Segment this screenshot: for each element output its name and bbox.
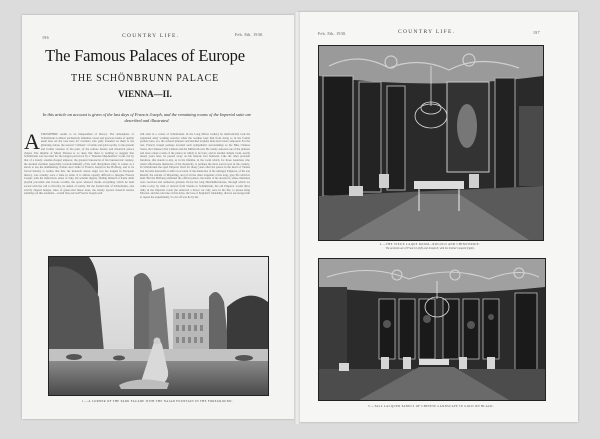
binding-gutter (294, 12, 300, 424)
article-headline: The Famous Palaces of Europe (45, 46, 245, 65)
left-page-date: Feb. 8th, 1930. (235, 32, 264, 37)
vieux-laque-room-image (319, 46, 543, 240)
figure-2-subcaption: The portraits are of Francis I (left) and Joseph II, with his brother Leopold (right). (385, 247, 475, 250)
body-column-2-text: still exist in a corner of Schönbrunn. In the Long Mirror Gallery he methodically took his stipulated daily walking exercise when the weather kept him from doing so in the formal garden; here, too, the ordered pilasters and hatched trophies must have been composed. For the rest, Francis Joseph perhaps avoided such sympathetic surroundings as the Blue Chinese Salon, the Chinese Oval Cabinet and the Million Room. He wisely selected one of the plainest and least ornate rooms of the palace in which to be born, and in another simple room, nearly ninety years later, he passed away on his famous iron bedstead. Like the other personal furniture, this stands to-day, as in his lifetime, in the room which, for those Austrians who retain affectionate memories of the monarchy, is perhaps the most sacred spot in the country. In Schönbrunn the aged Emperor lived for many years after his palace in the heart of Vienna had become detestable to him on account of the memories of his unhappy Empress, of his son Rudolf, the suicide of Mayerling, and of all the other tragedies of his long, grey life which it held. But the Hofburg remained the official palace, the home of his ancestors, where ministers were received and audiences granted. Down the long Mariahilferstrasse, through which we come to-day by tram or taxicab from Vienna to Schönbrunn, the old Emperor would drive daily in the Imperial coach (he removed a motor car only once in his life, to please King Edward, and the outcome of that drive, the loss of England's friendship, did not encourage him to repeat the experiment). So cut off was he by the (140, 133, 250, 199)
left-running-title: COUNTRY LIFE. (122, 33, 180, 39)
right-page-date: Feb. 8th, 1930. (318, 31, 347, 36)
right-page-number: 197 (533, 30, 540, 35)
photo-vieux-laque-room (318, 45, 544, 241)
figure-1-caption: 1.—A CORNER OF THE PARK FACADE WITH THE NAIAD FOUNTAIN IN THE FOREGROUND. (82, 399, 233, 403)
figure-3-caption: 3.—TALL LACQUER PANELS OF CHINESE LANDSCAPE IN GOLD ON BLACK. (367, 404, 494, 408)
left-page-number: 196 (42, 35, 49, 40)
park-facade-image (49, 257, 268, 395)
photo-lacquer-panels (318, 258, 546, 401)
article-subheadline: THE SCHÖNBRUNN PALACE (70, 73, 220, 84)
right-running-title: COUNTRY LIFE. (398, 29, 456, 35)
body-column-1-text: TMOSPHERE seems to be independent of history. The atmosphere of Schönbrunn is almost exclusively feminine. Great and gracious ladies of quality seem here set the tone here for cavaliers who gaily attended on them to the glittering salons, the several "cabinets" of white and gold royalty, to the present and formal avenues of the park, of the remote theatre and theatrical palace chapel. The imprint of Maria Theresa is so deep that there is nothing to suggest that Schönbrunn was recorded for the longest period not by a "Dresden Shepherdess" Court, but by that of a lonely, solemn-visaged emperor, the greatest bureaucrat of his bureaucratic century, the sternest martinet (especially towards himself) of his well disciplined army. It comes as a shock to see the shimmering clothes and cradle of Francis Joseph in the Hofburg, and to be forced thereby to realise that this, the monarch whose reign was the longest in European history, was actually once a babe in arms. It is almost equally difficult to imagine Francis Joseph, with his meticulous sense of duty, his solemn dignity, finding himself at home amid playful porcelain and riotous rocaille, the sport whereof marks everything which he held sacred with the call to frivolity, its denial of reality. Yet the formal side of Schönbrunn—the strictly clipped hedges, lines of green-clad linear trees, the stately spaced classical statues standing out like sentinels—would have served Francis Joseph well. (24, 133, 134, 196)
article-part: VIENNA—II. (118, 89, 172, 99)
figure-2-caption: 2.—THE VIEUX LAQUE ROOM—ROCOCO AND CHINOISERIE. (379, 242, 481, 246)
photo-park-facade-fountain (48, 256, 269, 396)
article-standfirst: In this article an account is given of the last days of Francis Joseph, and the remaining rooms of the Imperial suite are described and illustrated. (42, 112, 252, 123)
lacquer-panels-image (319, 259, 545, 400)
drop-cap: A (24, 133, 40, 154)
